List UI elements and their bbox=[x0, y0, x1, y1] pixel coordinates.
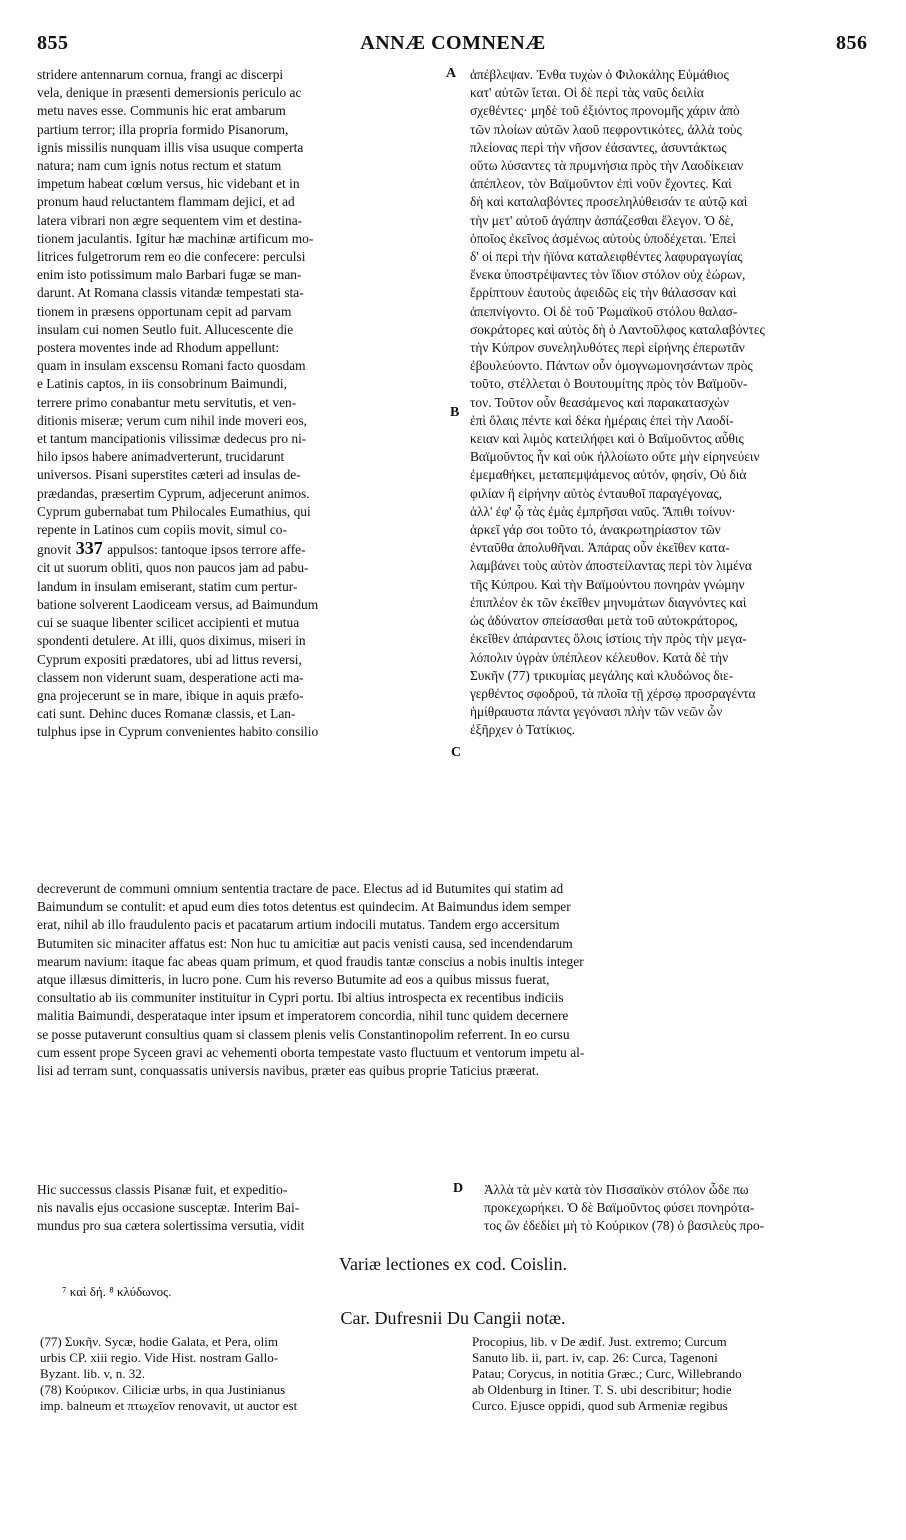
text-line: τὴν Κύπρον συνεληλυθότες περὶ εἰρήνης ἐπερωτᾶν bbox=[470, 340, 745, 356]
text-line: φιλίαν ἢ εἰρήνην αὐτὸς ἐνταυθοῖ παραγέγονας, bbox=[470, 485, 723, 501]
text-line: spondenti detulere. At illi, quos diximus, miseri in bbox=[37, 633, 306, 649]
text-line: erat, nihil ab illo fraudulento pacis et pacatarum artium indocili mutatus. Tandem ergo accersitum bbox=[37, 917, 560, 933]
text-line: universos. Pisani superstites cæteri ad insulas de- bbox=[37, 467, 301, 483]
note-line: (77) Συκῆν. Sycæ, hodie Galata, et Pera, olim bbox=[40, 1334, 278, 1349]
text-line: ἀπεπνίγοντο. Οἱ δὲ τοῦ Ῥωμαϊκοῦ στόλου θαλασ- bbox=[470, 303, 738, 319]
column-number: 337 bbox=[71, 539, 108, 559]
text-line: κατ' αὐτῶν ἴεται. Οἱ δὲ περὶ τὰς ναῦς δειλία bbox=[470, 85, 704, 101]
text-line: Cyprum expositi prædatores, ubi ad littus reversi, bbox=[37, 651, 302, 667]
text-line: partium terror; illa propria formido Pisanorum, bbox=[37, 121, 289, 137]
running-title: ANNÆ COMNENÆ bbox=[360, 32, 546, 54]
text-line: ditionis miseræ; verum cum nihil inde moveri eos, bbox=[37, 412, 308, 428]
text-line: προκεχωρήκει. Ὁ δὲ Βαϊμοῦντος φύσει πονηρότα- bbox=[484, 1200, 755, 1216]
margin-marker-a: A bbox=[446, 66, 457, 81]
text-line: τος ὢν ἐδεδίει μὴ τὸ Κούρικον (78) ὁ βασιλεὺς προ- bbox=[484, 1218, 765, 1234]
note-line: Patau; Corycus, in notitia Græc.; Curc, Willebrando bbox=[472, 1366, 742, 1381]
text-line: gna projecerunt se in mare, ibique in aquis præfo- bbox=[37, 687, 304, 703]
text-fragment: gnovit bbox=[37, 542, 72, 558]
text-line: consultatio ab iis communiter instituitur in Cypri portu. Ibi altius introspecta ex recentibus indiciis bbox=[37, 990, 564, 1006]
text-line: τὴν μετ' αὐτοῦ ἀγάπην ἀσπάζεσθαι ἔλεγον. Ὁ δὲ, bbox=[470, 212, 734, 228]
text-line: cit ut suorum obliti, quos non paucos jam ad pabu- bbox=[37, 560, 309, 576]
text-fragment: appulsos: tantoque ipsos terrore affe- bbox=[107, 542, 306, 558]
note-line: (78) Κούρικον. Ciliciæ urbs, in qua Justinianus bbox=[40, 1382, 286, 1397]
note-line: Procopius, lib. v De ædif. Just. extremo; Curcum bbox=[472, 1334, 727, 1349]
text-line: ἐπιπλέον ἐκ τῶν ἐκεῖθεν μηνυμάτων διαγνόντες καὶ bbox=[470, 594, 747, 610]
text-line bbox=[37, 539, 442, 559]
text-line: ἐμεμαθήκει, μεταπεμψάμενος αὐτόν, φησίν, Οὐ διὰ bbox=[470, 467, 747, 483]
notae-title: Car. Dufresnii Du Cangii notæ. bbox=[340, 1308, 566, 1328]
text-line: repente in Latinos cum copiis movit, simul co- bbox=[37, 522, 287, 538]
text-line: ἀπέβλεψαν. Ἐνθα τυχὼν ὁ Φιλοκάλης Εὐμάθιος bbox=[470, 67, 729, 82]
text-line: prædandas, præsertim Cyprum, adjecerunt animos. bbox=[37, 485, 310, 501]
text-line: lisi ad terram sunt, conquassatis universis navibus, præter eas quibus proprie Taticius præerat. bbox=[37, 1063, 539, 1079]
page-number-right: 856 bbox=[836, 32, 868, 54]
notae-left-column bbox=[40, 1334, 445, 1414]
greek-column bbox=[470, 66, 874, 740]
text-line: se posse putaverunt consultius quam si classem plenis velis Constantinopolim referrent. In eo cursu bbox=[37, 1026, 570, 1042]
text-line: τοῦτο, στέλλεται ὁ Βουτουμίτης πρὸς τὸν Βαϊμοῦν- bbox=[470, 376, 748, 392]
text-line: landum in insulam emiserant, statim cum pertur- bbox=[37, 578, 298, 594]
text-line: λόπολιν ὑγρὰν ὑπέπλεον κέλευθον. Κατὰ δὲ τὴν bbox=[470, 649, 729, 665]
full-width-paragraph bbox=[37, 880, 873, 1080]
text-line: et tantum mancipationis vilissimæ dedecus pro ni- bbox=[37, 431, 307, 447]
text-line: enim isto potissimum malo Barbari fugæ se man- bbox=[37, 267, 302, 283]
text-line: tulphus ipse in Cyprum convenientes habito consilio bbox=[37, 724, 319, 740]
text-line: decreverunt de communi omnium sententia tractare de pace. Electus ad id Butumites qui statim ad bbox=[37, 881, 564, 896]
text-line: malitia Baimundi, desperataque inter ipsum et imperatorem concordia, nihil tunc quidem decernere bbox=[37, 1008, 569, 1024]
text-line: δὴ καὶ καταλαβόντες προσεληλύθεισάν τε αὐτῷ καὶ bbox=[470, 194, 748, 210]
text-line: Βαϊμοῦντος ἦν καὶ οὐκ ἠλλοίωτο οὔτε μὴν εἰρηνεύειν bbox=[470, 449, 760, 465]
text-line: tionem jaculantis. Igitur hæ machinæ artificum mo- bbox=[37, 230, 314, 246]
greek-column-bottom bbox=[484, 1181, 874, 1236]
text-line: ἀρκεῖ γάρ σοι τοῦτο τό, ἀνακρωτηρίαστον τῶν bbox=[470, 522, 721, 538]
note-line: ab Oldenburg in Itiner. T. S. ubi describitur; hodie bbox=[472, 1382, 732, 1397]
text-line: σοκράτορες καὶ αὐτὸς δὴ ὁ Λαντοῦλφος καταλαβόντες bbox=[470, 321, 765, 337]
text-line: Συκῆν (77) τρικυμίας μεγάλης καὶ κλυδώνος διε- bbox=[470, 667, 734, 683]
text-line: terrere primo conabantur metu servitutis, et ven- bbox=[37, 394, 297, 410]
text-line: mearum navium: itaque fac abeas quam primum, et quod fraudis tantæ conscius a nobis inultis integer bbox=[37, 953, 584, 969]
text-line: batione solverent Laodiceam versus, ad Baimundum bbox=[37, 596, 319, 612]
text-line: πλείονας περὶ τὴν νῆσον ἐάσαντες, ἀσυντάκτως bbox=[470, 139, 727, 155]
latin-column-bottom bbox=[37, 1181, 442, 1236]
text-line: τον. Τοῦτον οὖν θεασάμενος καὶ παρακατασχὼν bbox=[470, 394, 730, 410]
text-line: ἡμίθραυστα πάντα γεγόνασι πλὴν τῶν νεῶν ὧν bbox=[470, 704, 723, 720]
text-line: ἐξῆρχεν ὁ Τατίκιος. bbox=[470, 722, 575, 738]
text-line: tionem in præsens opportunam cepit ad parvam bbox=[37, 303, 292, 319]
text-line: latera vibrari non ægre sequentem vim et destina- bbox=[37, 212, 303, 228]
margin-marker-d: D bbox=[453, 1181, 464, 1196]
text-line: vela, denique in præsenti demersionis periculo ac bbox=[37, 85, 302, 101]
variae-lectiones-text: ⁷ καὶ δή. ⁸ κλύδωνος. bbox=[62, 1284, 172, 1299]
text-line: Butumiten sic minaciter affatus est: Non huc tu amicitiæ aut pacis venisti causa, sed incendendarum bbox=[37, 935, 573, 951]
text-line: mundus pro sua cætera solertissima versutia, vidit bbox=[37, 1218, 305, 1234]
text-line: τῶν πλοίων αὐτῶν λαοῦ πεφροντικότες, ἀλλὰ τοὺς bbox=[470, 121, 742, 137]
text-line: nis navalis ejus occasione susceptæ. Interim Bai- bbox=[37, 1200, 300, 1216]
text-line: stridere antennarum cornua, frangi ac discerpi bbox=[37, 67, 284, 82]
text-line: ἐκεῖθεν ἀπάραντες ὅλοις ἱστίοις τὴν πρὸς τὴν μεγα- bbox=[470, 631, 747, 647]
text-line: κειαν καὶ λιμὸς κατειλήφει καὶ ὁ Βαϊμοῦντος αὖθις bbox=[470, 431, 744, 447]
text-line: ἐπὶ ὅλαις πέντε καὶ δέκα ἡμέραις ἐπεὶ τὴν Λαοδί- bbox=[470, 412, 734, 428]
note-line: urbis CP. xiii regio. Vide Hist. nostram Gallo- bbox=[40, 1350, 279, 1365]
note-line: Byzant. lib. v, n. 32. bbox=[40, 1366, 145, 1381]
text-line: ὁποῖος ἐκεῖνος ἀσμένως αὐτοὺς ὑποδέχεται. Ἐπεὶ bbox=[470, 230, 736, 246]
text-line: Baimundum se contulit: et apud eum dies totos detentus est quindecim. At Baimundus idem semper bbox=[37, 899, 571, 915]
text-line: Ἀλλὰ τὰ μὲν κατὰ τὸν Πισσαϊκὸν στόλον ὧδε πω bbox=[484, 1182, 749, 1197]
text-line: ἕνεκα ὑποστρέψαντες τὸν ἴδιον στόλον οὐχ ἑώρων, bbox=[470, 267, 746, 283]
text-line: insulam cui nomen Seutlo fuit. Allucescente die bbox=[37, 321, 294, 337]
text-line: ignis missilis nunquam illis visa usuque comperta bbox=[37, 139, 304, 155]
notae-right-column bbox=[472, 1334, 874, 1414]
text-line: quam in insulam exscensu Romani facto quosdam bbox=[37, 358, 306, 374]
text-line: metu naves esse. Communis hic erat ambarum bbox=[37, 103, 286, 119]
margin-marker-b: B bbox=[450, 405, 460, 420]
text-line: γερθέντος σφοδροῦ, τὰ πλοῖα τῇ χέρσῳ προσραγέντα bbox=[470, 685, 756, 701]
text-line: natura; nam cum ignis notus rectum et statum bbox=[37, 158, 282, 174]
text-line: litrices fulgetrorum rem eo die confecere: perculsi bbox=[37, 249, 306, 265]
text-line: hilo ipsos habere animadverterunt, trucidarunt bbox=[37, 449, 285, 465]
margin-marker-c: C bbox=[451, 745, 462, 760]
text-line: cati sunt. Dehinc duces Romanæ classis, et Lan- bbox=[37, 706, 296, 722]
text-line: ἀπέπλεον, τὸν Βαϊμοῦντον ἐπὶ νοῦν ἔχοντες. Καὶ bbox=[470, 176, 732, 192]
text-line: τῆς Κύπρου. Καὶ τὴν Βαϊμούντου πονηρὰν γνώμην bbox=[470, 576, 745, 592]
text-line: ἐβουλεύοντο. Πάντων οὖν ὁμογνωμονησάντων πρὸς bbox=[470, 358, 753, 374]
text-line: pronum haud reluctantem flammam dejici, et ad bbox=[37, 194, 295, 210]
text-line: cui se suaque libenter scilicet accipienti et mutua bbox=[37, 615, 300, 631]
text-line: darunt. At Romana classis vitandæ tempestati sta- bbox=[37, 285, 304, 301]
latin-column bbox=[37, 66, 442, 742]
variae-lectiones-title: Variæ lectiones ex cod. Coislin. bbox=[339, 1254, 567, 1274]
text-line: σχεθέντες· μηδὲ τοῦ ἐξιόντος προνομῆς χάριν ἀπὸ bbox=[470, 103, 740, 119]
text-line: classem non viderunt suam, desperatione acti ma- bbox=[37, 669, 304, 685]
text-line: Hic successus classis Pisanæ fuit, et expeditio- bbox=[37, 1182, 288, 1197]
text-line: impetum habeat cœlum versus, hic videbant et in bbox=[37, 176, 300, 192]
text-line: ἔρρίπτουν ἑαυτοὺς ἀφειδῶς εἰς τὴν θάλασσαν καὶ bbox=[470, 285, 737, 301]
text-line: οὕτω λύσαντες τὰ πρυμνήσια πρὸς τὴν Λαοδίκειαν bbox=[470, 158, 744, 174]
text-line: Cyprum gubernabat tum Philocales Eumathius, qui bbox=[37, 503, 311, 519]
text-line: ὡς ἀδύνατον σπείσασθαι μετὰ τοῦ αὐτοκράτορος, bbox=[470, 613, 738, 629]
text-line: cum essent prope Syceen gravi ac vehementi oborta tempestate vasto fluctuum et ventorum impetu al- bbox=[37, 1044, 585, 1060]
page-number-left: 855 bbox=[37, 32, 69, 54]
text-line: atque illæsus dimitteris, in lucro pone. Cum his reverso Butumite ad eos a quibus missus fuerat, bbox=[37, 972, 550, 988]
text-line: δ' οἱ περὶ τὴν ἠϊόνα καταλειφθέντες λαφυραγωγίας bbox=[470, 249, 743, 265]
text-line: λαμβάνει τοὺς αὐτὸν ἀποστείλαντας περὶ τὸν λιμένα bbox=[470, 558, 752, 574]
note-line: Curco. Ejusce oppidi, quod sub Armeniæ regibus bbox=[472, 1398, 728, 1413]
text-line: ἐνταῦθα ἀπολυθῆναι. Ἀπάρας οὖν ἐκεῖθεν κατα- bbox=[470, 540, 730, 556]
text-line: ἀλλ' ἐφ' ᾧ τὰς ἐμὰς ἐμπρῆσαι ναῦς. Ἄπιθι τοίνυν· bbox=[470, 503, 736, 519]
note-line: Sanuto lib. ii, part. iv, cap. 26: Curca, Tagenoni bbox=[472, 1350, 718, 1365]
text-line: e Latinis captos, in iis consobrinum Baimundi, bbox=[37, 376, 287, 392]
text-line: postera moventes inde ad Rhodum appellunt: bbox=[37, 340, 280, 356]
note-line: imp. balneum et πτωχεῖον renovavit, ut auctor est bbox=[40, 1398, 298, 1413]
